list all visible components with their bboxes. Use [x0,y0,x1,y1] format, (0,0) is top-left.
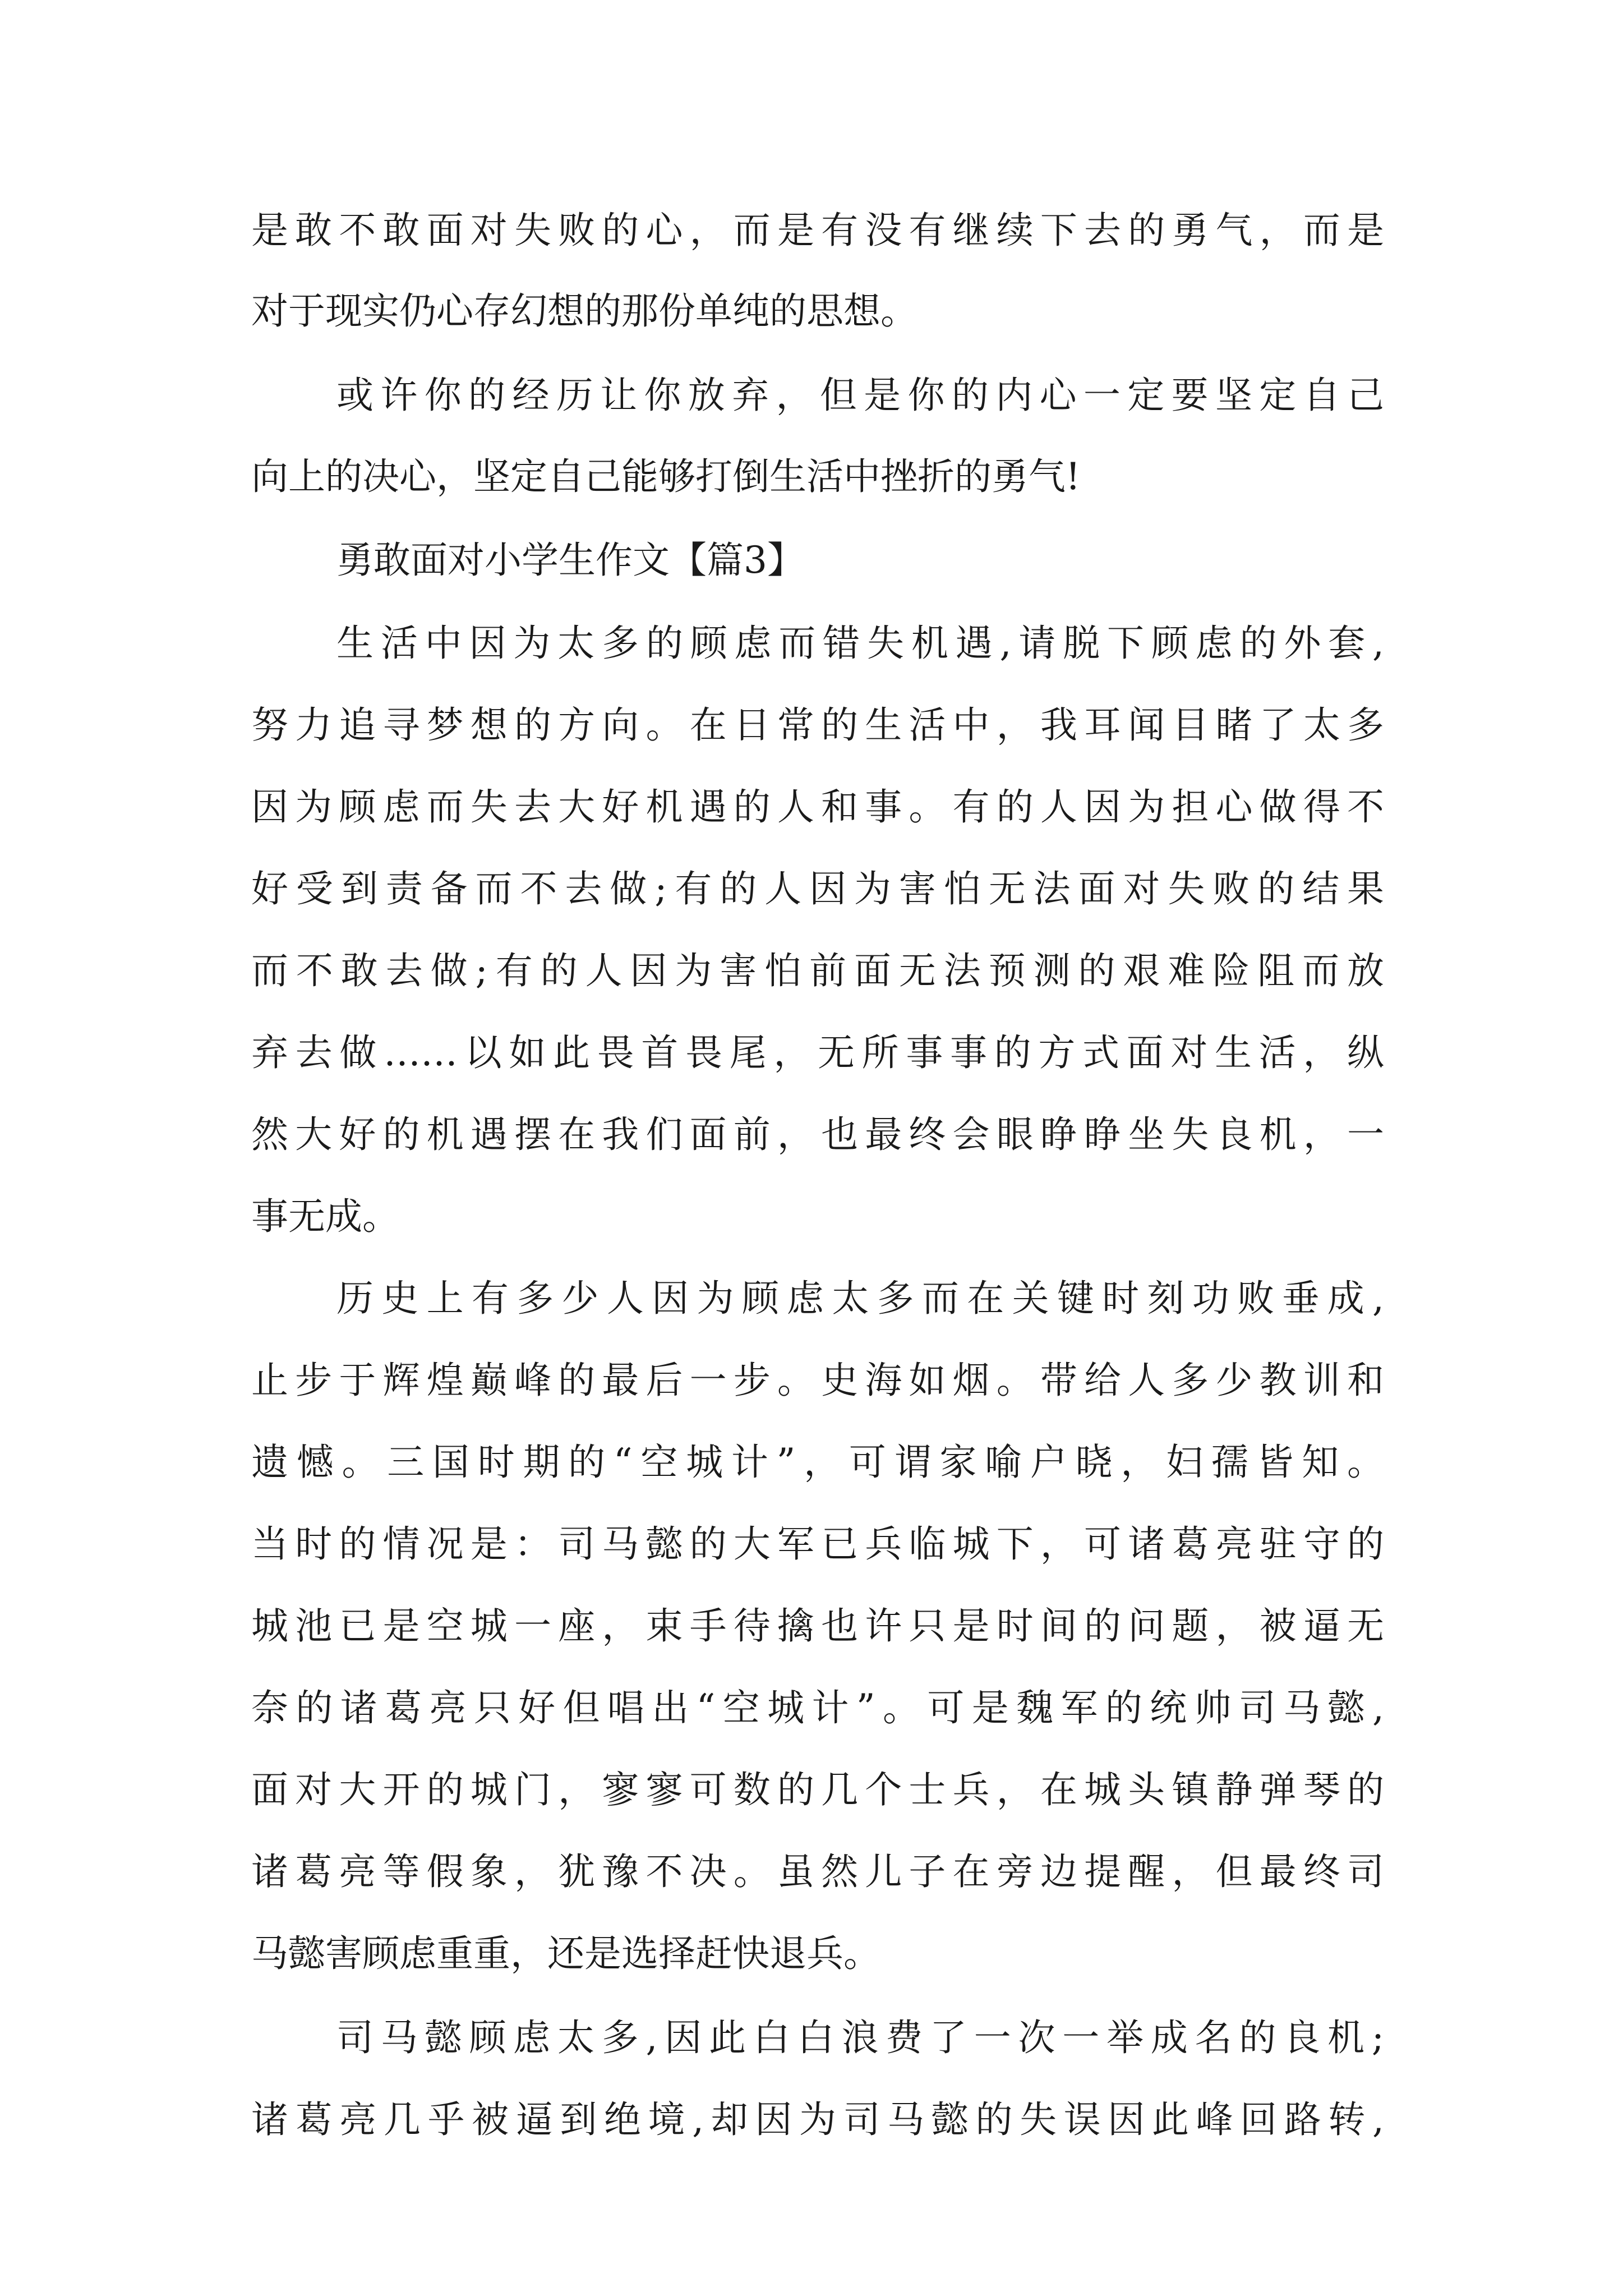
text-line: 弃去做……以如此畏首畏尾，无所事事的方式面对生活，纵 [251,1031,1384,1074]
text-line: 面对大开的城门，寥寥可数的几个士兵，在城头镇静弹琴的 [251,1768,1384,1811]
section-heading: 勇敢面对小学生作文【篇3】 [336,539,804,582]
text-line: 是敢不敢面对失败的心，而是有没有继续下去的勇气，而是 [251,209,1384,252]
text-line: 然大好的机遇摆在我们面前，也最终会眼睁睁坐失良机，一 [251,1113,1384,1156]
text-line: 遗憾。三国时期的“空城计”，可谓家喻户晓，妇孺皆知。 [251,1441,1384,1484]
text-line: 奈的诸葛亮只好但唱出“空城计”。可是魏军的统帅司马懿, [251,1686,1384,1729]
text-line: 诸葛亮等假象，犹豫不决。虽然儿子在旁边提醒，但最终司 [251,1850,1384,1893]
text-line: 而不敢去做;有的人因为害怕前面无法预测的艰难险阻而放 [251,949,1384,992]
text-line: 诸葛亮几乎被逼到绝境,却因为司马懿的失误因此峰回路转, [251,2098,1384,2141]
text-line: 止步于辉煌巅峰的最后一步。史海如烟。带给人多少教训和 [251,1359,1384,1402]
text-line: 对于现实仍心存幻想的那份单纯的思想。 [251,289,917,333]
text-line: 历史上有多少人因为顾虑太多而在关键时刻功败垂成, [336,1277,1384,1320]
text-line: 城池已是空城一座，束手待擒也许只是时间的问题，被逼无 [251,1604,1384,1648]
text-line: 事无成。 [251,1195,399,1238]
text-line: 向上的决心，坚定自己能够打倒生活中挫折的勇气! [251,455,1081,498]
text-line: 或许你的经历让你放弃，但是你的内心一定要坚定自己 [336,374,1384,417]
text-line: 马懿害顾虑重重，还是选择赶快退兵。 [251,1932,880,1975]
text-line: 生活中因为太多的顾虑而错失机遇,请脱下顾虑的外套, [336,622,1384,665]
text-line: 当时的情况是：司马懿的大军已兵临城下，可诸葛亮驻守的 [251,1522,1384,1566]
text-line: 司马懿顾虑太多,因此白白浪费了一次一举成名的良机; [336,2016,1384,2059]
text-line: 因为顾虑而失去大好机遇的人和事。有的人因为担心做得不 [251,785,1384,829]
text-line: 努力追寻梦想的方向。在日常的生活中，我耳闻目睹了太多 [251,703,1384,747]
text-line: 好受到责备而不去做;有的人因为害怕无法面对失败的结果 [251,867,1384,910]
